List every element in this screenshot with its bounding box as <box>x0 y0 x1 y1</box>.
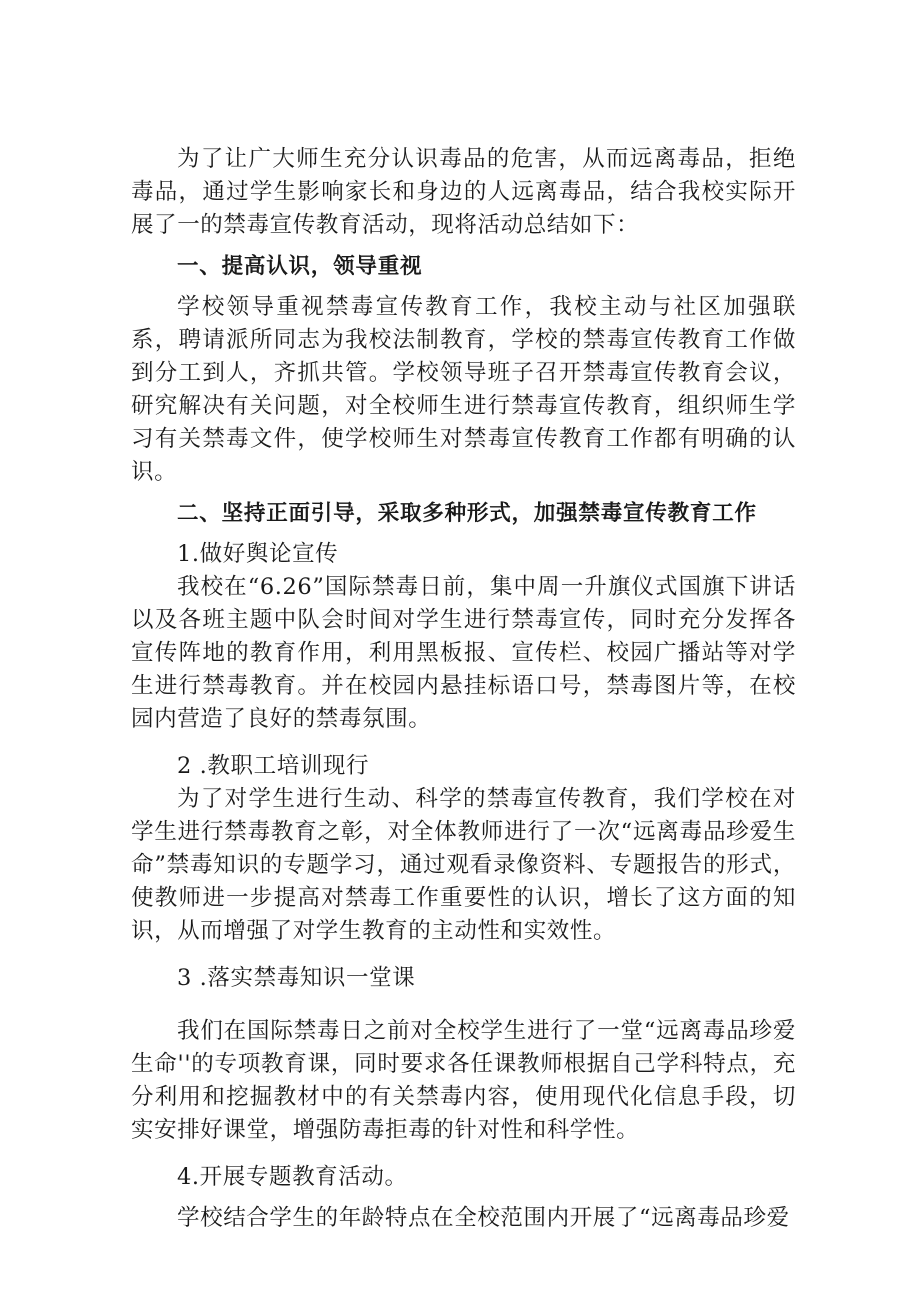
subsection-1-paragraph: 我校在“6.26”国际禁毒日前，集中周一升旗仪式国旗下讲话以及各班主题中队会时间对学生进行禁毒宣传，同时充分发挥各宣传阵地的教育作用，利用黑板报、宣传栏、校园广播站等对学生进行禁毒教育。并在校园内悬挂标语口号，禁毒图片等，在校园内营造了良好的禁毒氛围。 <box>131 574 796 732</box>
subsection-title-2: 2 .教职工培训现行 <box>177 753 370 779</box>
section-heading-2: 二、坚持正面引导，采取多种形式，加强禁毒宣传教育工作 <box>177 501 757 526</box>
intro-paragraph: 为了让广大师生充分认识毒品的危害，从而远离毒品，拒绝毒品，通过学生影响家长和身边的人远离毒品，结合我校实际开展了一的禁毒宣传教育活动，现将活动总结如下： <box>131 146 796 238</box>
section-1-paragraph: 学校领导重视禁毒宣传教育工作，我校主动与社区加强联系，聘请派所同志为我校法制教育，学校的禁毒宣传教育工作做到分工到人，齐抓共管。学校领导班子召开禁毒宣传教育会议，研究解决有关问题，对全校师生进行禁毒宣传教育，组织师生学习有关禁毒文件，使学校师生对禁毒宣传教育工作都有明确的认识。 <box>131 294 796 485</box>
subsection-4-paragraph: 学校结合学生的年龄特点在全校范围内开展了“远离毒品珍爱 <box>177 1205 790 1231</box>
subsection-2-paragraph: 为了对学生进行生动、科学的禁毒宣传教育，我们学校在对学生进行禁毒教育之彰，对全体教师进行了一次“远离毒品珍爱生命”禁毒知识的专题学习，通过观看录像资料、专题报告的形式，使教师进一步提高对禁毒工作重要性的认识，增长了这方面的知识，从而增强了对学生教育的主动性和实效性。 <box>131 786 796 944</box>
subsection-title-1: 1.做好舆论宣传 <box>177 541 339 567</box>
document-body <box>131 143 796 1235</box>
subsection-3-paragraph: 我们在国际禁毒日之前对全校学生进行了一堂“远离毒品珍爱生命''的专项教育课，同时要求各任课教师根据自己学科特点，充分利用和挖掘教材中的有关禁毒内容，使用现代化信息手段，切实安排好课堂，增强防毒拒毒的针对性和科学性。 <box>131 1018 796 1143</box>
section-heading-1: 一、提高认识，领导重视 <box>177 254 423 279</box>
subsection-title-3: 3 .落实禁毒知识一堂课 <box>177 965 416 991</box>
subsection-title-4: 4.开展专题教育活动。 <box>177 1164 408 1190</box>
